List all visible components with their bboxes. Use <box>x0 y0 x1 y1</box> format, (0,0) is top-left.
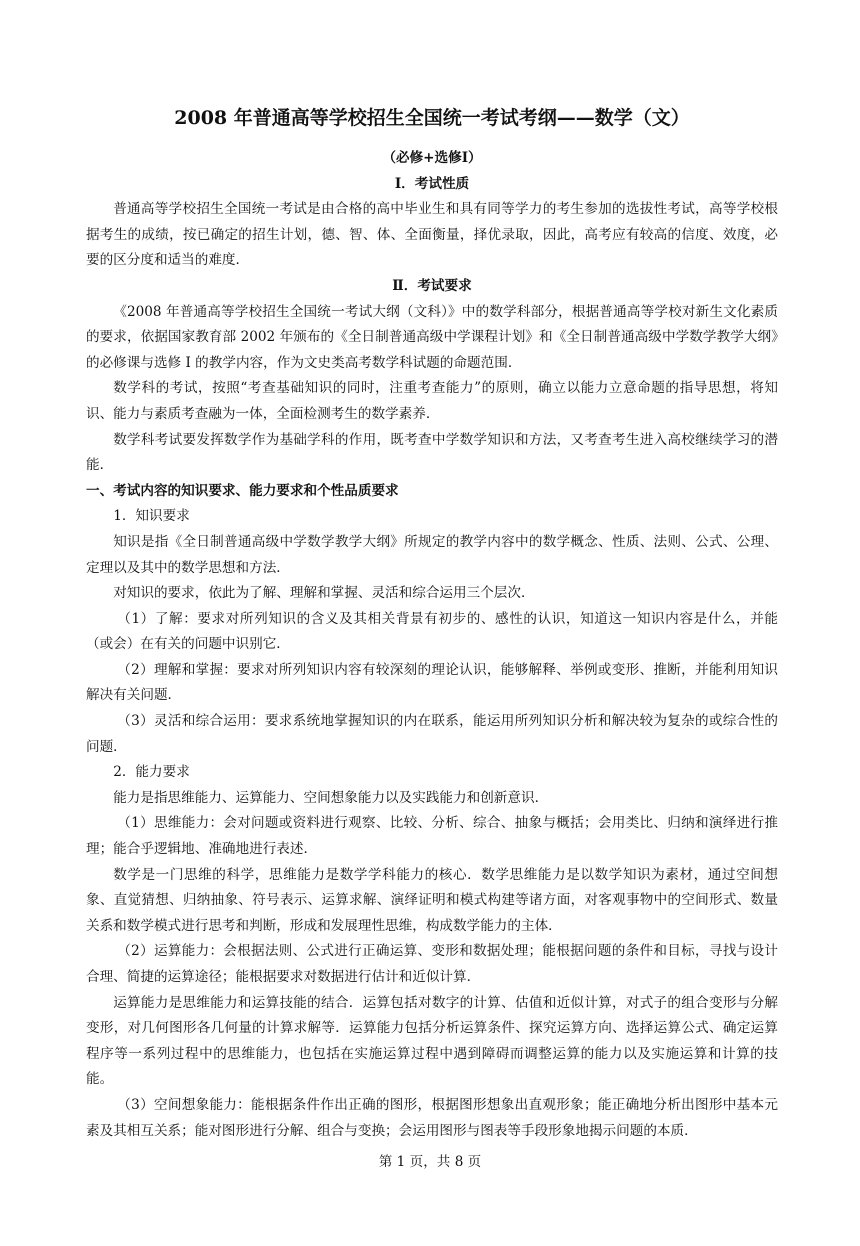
document-title: 2008 年普通高等学校招生全国统一考试考纲——数学（文） <box>174 107 690 129</box>
paragraph: 知识是指《全日制普通高级中学数学教学大纲》所规定的教学内容中的数学概念、性质、法则、公式、公理、定理以及其中的数学思想和方法． <box>86 533 778 576</box>
item-heading-knowledge: 1．知识要求 <box>113 508 190 525</box>
paragraph: 普通高等学校招生全国统一考试是由合格的高中毕业生和具有同等学力的考生参加的选拔性考试，高等学校根据考生的成绩，按已确定的招生计划，德、智、体、全面衡量，择优录取，因此，高考应有较高的信度、效度，必要的区分度和适当的难度． <box>86 201 778 269</box>
paragraph: 《2008 年普通高等学校招生全国统一考试大纲（文科）》中的数学科部分，根据普通高等学校对新生文化素质的要求，依据国家教育部 2002 年颁布的《全日制普通高级中学课程计划》和《全日制普通高级中学数学教学大纲》的必修课与选修 I 的教学内容，作为文史类高考数学科试题的命题范围． <box>86 303 778 371</box>
paragraph: 数学科的考试，按照“考查基础知识的同时，注重考查能力”的原则，确立以能力立意命题的指导思想，将知识、能力与素质考查融为一体，全面检测考生的数学素养． <box>86 380 778 422</box>
sub-item: （2）理解和掌握：要求对所列知识内容有较深刻的理论认识，能够解释、举例或变形、推断，并能利用知识解决有关问题． <box>86 661 778 704</box>
section-heading-exam-nature: Ⅰ．考试性质 <box>394 175 470 192</box>
document-subtitle: （必修+选修Ⅰ） <box>382 150 482 166</box>
sub-item: （1）了解：要求对所列知识的含义及其相关背景有初步的、感性的认识，知道这一知识内容是什么，并能（或会）在有关的问题中识别它． <box>86 610 778 653</box>
sub-item: （3）空间想象能力：能根据条件作出正确的图形，根据图形想象出直观形象；能正确地分析出图形中基本元素及其相互关系；能对图形进行分解、组合与变换；会运用图形与图表等手段形象地揭示问题的本质． <box>86 1096 778 1139</box>
part-heading: 一、考试内容的知识要求、能力要求和个性品质要求 <box>86 482 399 499</box>
section-heading-exam-requirements: Ⅱ．考试要求 <box>392 277 472 294</box>
paragraph: 能力是指思维能力、运算能力、空间想象能力以及实践能力和创新意识． <box>113 789 549 806</box>
paragraph: 运算能力是思维能力和运算技能的结合．运算包括对数字的计算、估值和近似计算，对式子的组合变形与分解变形，对几何图形各几何量的计算求解等．运算能力包括分析运算条件、探究运算方向、选择运算公式、确定运算程序等一系列过程中的思维能力，也包括在实施运算过程中遇到障碍而调整运算的能力以及实施运算和计算的技能。 <box>86 994 778 1088</box>
item-heading-ability: 2．能力要求 <box>113 764 190 781</box>
paragraph: 数学科考试要发挥数学作为基础学科的作用，既考查中学数学知识和方法，又考查考生进入高校继续学习的潜能． <box>86 431 778 474</box>
page-footer: 第 1 页，共 8 页 <box>378 1154 482 1170</box>
sub-item: （1）思维能力：会对问题或资料进行观察、比较、分析、综合、抽象与概括；会用类比、归纳和演绎进行推理；能合乎逻辑地、准确地进行表述． <box>86 815 778 858</box>
paragraph: 对知识的要求，依此为了解、理解和掌握、灵活和综合运用三个层次． <box>113 585 535 602</box>
paragraph: 数学是一门思维的科学，思维能力是数学学科能力的核心．数学思维能力是以数学知识为素材，通过空间想象、直觉猜想、归纳抽象、符号表示、运算求解、演绎证明和模式构建等诸方面，对客观事物中的空间形式、数量关系和数学模式进行思考和判断，形成和发展理性思维，构成数学能力的主体． <box>86 866 778 934</box>
sub-item: （2）运算能力：会根据法则、公式进行正确运算、变形和数据处理；能根据问题的条件和目标，寻找与设计合理、简捷的运算途径；能根据要求对数据进行估计和近似计算． <box>86 943 778 985</box>
sub-item: （3）灵活和综合运用：要求系统地掌握知识的内在联系，能运用所列知识分析和解决较为复杂的或综合性的问题． <box>86 713 778 755</box>
